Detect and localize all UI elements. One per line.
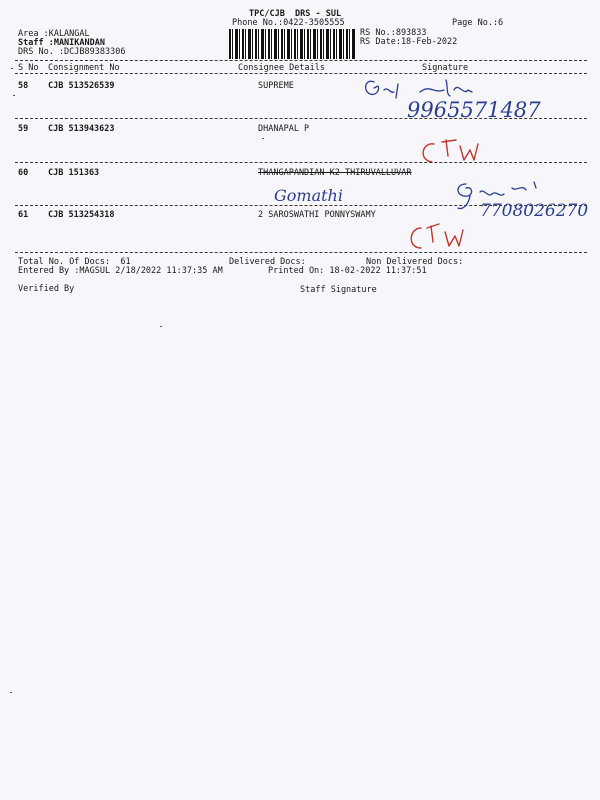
entered-by: Entered By :MAGSUL 2/18/2022 11:37:35 AM [18, 266, 223, 276]
printed-on: Printed On: 18-02-2022 11:37:51 [268, 266, 427, 276]
staff-signature-label: Staff Signature [300, 285, 377, 295]
row-divider [15, 118, 587, 119]
handwritten-phone-58 [405, 97, 565, 123]
area-label: Area :KALANGAL [18, 29, 90, 39]
handwritten-phone-61 [478, 196, 598, 224]
row-consignee: THANGAPANDIAN K2 THIRUVALLUVAR [258, 168, 412, 178]
row-consignment: CJB 513254318 [48, 210, 115, 220]
phone-number: Phone No.:0422-3505555 [232, 18, 345, 28]
scan-speck [10, 692, 12, 693]
column-consignee: Consignee Details [238, 63, 325, 73]
handwritten-name-text: Gomathi [274, 186, 343, 205]
report-title: TPC/CJB DRS - SUL [249, 9, 342, 19]
column-consignment: Consignment No [48, 63, 120, 73]
row-consignee: 2 SAROSWATHI PONNYSWAMY [258, 210, 376, 220]
verified-by-label: Verified By [18, 284, 75, 294]
staff-label: Staff :MANIKANDAN [18, 38, 105, 48]
row-consignment: CJB 151363 [48, 168, 100, 178]
page-number: Page No.:6 [452, 18, 504, 28]
handwritten-phone-text: 7708026270 [480, 201, 589, 221]
scan-speck [13, 95, 15, 96]
row-consignment: CJB 513526539 [48, 81, 115, 91]
header-divider-bottom [15, 73, 587, 74]
row-sno: 58 [18, 81, 29, 91]
row-divider [15, 252, 587, 253]
scan-speck [160, 326, 162, 327]
row-sno: 59 [18, 124, 29, 134]
handwritten-mark-61 [405, 218, 475, 254]
row-divider [15, 162, 587, 163]
barcode-image [229, 29, 355, 59]
handwritten-phone-text: 9965571487 [407, 98, 541, 122]
row-sno: 61 [18, 210, 29, 220]
column-sno: S No [18, 63, 39, 73]
rs-date: RS Date:18-Feb-2022 [360, 37, 458, 47]
row-consignee: SUPREME [258, 81, 294, 91]
column-signature: Signature [422, 63, 469, 73]
row-sno: 60 [18, 168, 29, 178]
header-divider-top [15, 60, 587, 61]
rs-number: RS No.:893833 [360, 28, 427, 38]
row-consignment: CJB 513943623 [48, 124, 115, 134]
scan-speck [11, 68, 13, 69]
drs-number: DRS No. :DCJB89383306 [18, 47, 126, 57]
total-docs: Total No. Of Docs: 61 [18, 257, 131, 267]
handwritten-name-61 [272, 183, 382, 207]
scan-speck [262, 138, 264, 139]
delivered-docs: Delivered Docs: [229, 257, 306, 267]
non-delivered-docs: Non Delivered Docs: [366, 257, 464, 267]
row-consignee: DHANAPAL P [258, 124, 310, 134]
